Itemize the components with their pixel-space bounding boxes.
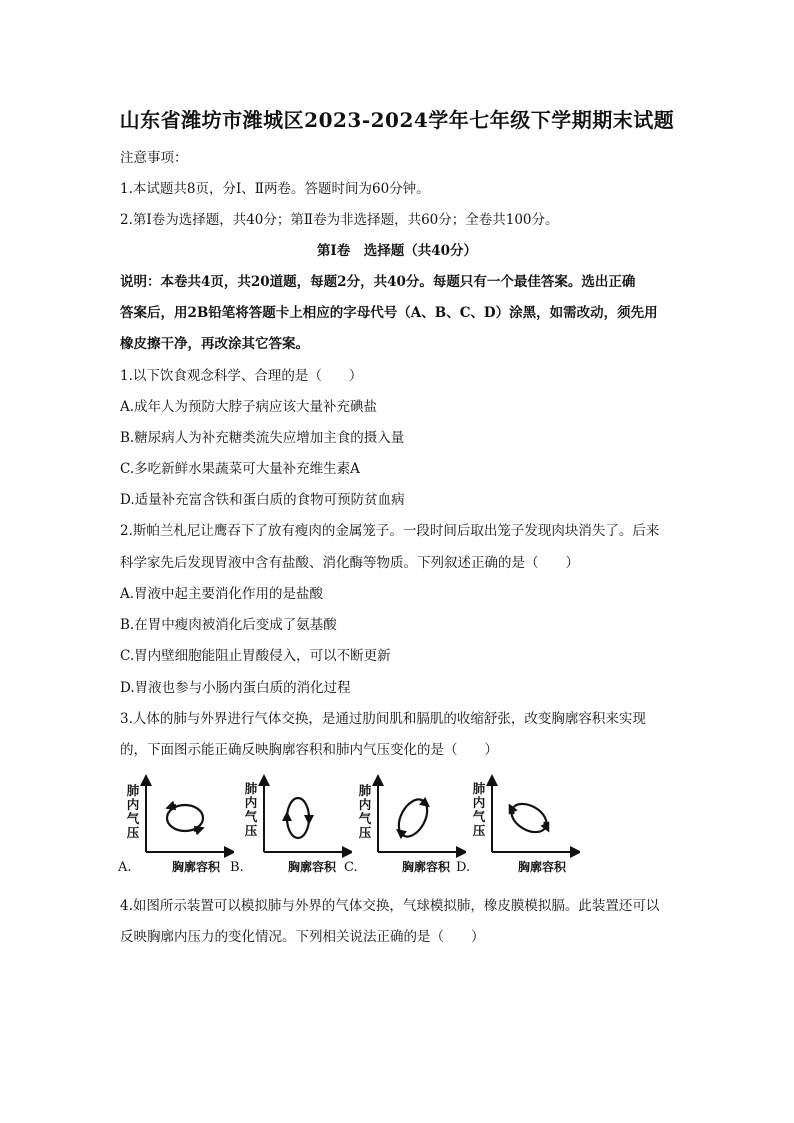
graph-c-xlabel: 胸廓容积 — [402, 860, 451, 874]
question-3-graphs — [118, 774, 578, 878]
question-2-option-c: C.胃内壁细胞能阻止胃酸侵入，可以不断更新 — [120, 648, 391, 664]
graph-d-loop — [507, 798, 552, 838]
graph-b-ylabel: 肺 内 气 压 — [244, 781, 258, 838]
graph-a-ylabel: 肺 内 气 压 — [126, 783, 140, 840]
notes-heading: 注意事项： — [120, 150, 188, 166]
question-3-stem-line-1: 3.人体的肺与外界进行气体交换，是通过肋间肌和膈肌的收缩舒张，改变胸廓容积来实现 — [120, 711, 646, 727]
graph-c-ylabel: 肺 内 气 压 — [358, 783, 372, 840]
question-2-stem-line-2: 科学家先后发现胃液中含有盐酸、消化酶等物质。下列叙述正确的是（ ） — [120, 555, 579, 571]
section-desc-line-2: 答案后，用2B铅笔将答题卡上相应的字母代号（A、B、C、D）涂黑，如需改动，须先用 — [120, 305, 658, 321]
question-1-option-d: D.适量补充富含铁和蛋白质的食物可预防贫血病 — [120, 492, 405, 508]
question-2-option-d: D.胃液也参与小肠内蛋白质的消化过程 — [120, 680, 351, 696]
graph-d-ylabel: 肺 内 气 压 — [472, 781, 486, 838]
question-1-stem: 1.以下饮食观念科学、合理的是（ ） — [120, 368, 363, 384]
question-1-option-b: B.糖尿病人为补充糖类流失应增加主食的摄入量 — [120, 430, 405, 446]
graph-c — [344, 774, 466, 878]
page-title: 山东省潍坊市潍城区2023-2024学年七年级下学期期末试题 — [119, 108, 675, 132]
section-title: 第Ⅰ卷 选择题（共40分） — [316, 243, 478, 259]
question-2-stem-line-1: 2.斯帕兰札尼让鹰吞下了放有瘦肉的金属笼子。一段时间后取出笼子发现肉块消失了。后来 — [120, 523, 660, 539]
question-1-option-a: A.成年人为预防大脖子病应该大量补充碘盐 — [120, 399, 378, 415]
question-3-stem-line-2: 的，下面图示能正确反映胸廓容积和肺内气压变化的是（ ） — [120, 742, 498, 758]
notes-item-1: 1.本试题共8页，分Ⅰ、Ⅱ两卷。答题时间为60分钟。 — [120, 181, 430, 197]
question-1-option-c: C.多吃新鲜水果蔬菜可大量补充维生素A — [120, 461, 360, 477]
graph-b-xlabel: 胸廓容积 — [288, 860, 337, 874]
section-desc-line-1: 说明：本卷共4页，共20道题，每题2分，共40分。每题只有一个最佳答案。选出正确 — [120, 274, 636, 290]
section-desc-line-3: 橡皮擦干净，再改涂其它答案。 — [120, 336, 309, 352]
graph-d — [456, 774, 580, 878]
graph-c-option-label: C. — [344, 860, 358, 875]
graph-a-option-label: A. — [118, 860, 132, 875]
question-4-stem-line-1: 4.如图所示装置可以模拟肺与外界的气体交换，气球模拟肺，橡皮膜模拟膈。此装置还可以 — [120, 898, 660, 914]
graph-a-loop — [167, 805, 203, 831]
question-2-option-a: A.胃液中起主要消化作用的是盐酸 — [120, 586, 324, 602]
graph-b-loop — [287, 798, 309, 838]
graph-c-loop — [393, 795, 433, 842]
graph-d-xlabel: 胸廓容积 — [518, 860, 567, 874]
question-4-stem-line-2: 反映胸廓内压力的变化情况。下列相关说法正确的是（ ） — [120, 929, 485, 945]
graph-a — [118, 774, 234, 878]
graph-a-xlabel: 胸廓容积 — [172, 860, 221, 874]
graph-b-option-label: B. — [230, 860, 244, 875]
graph-d-option-label: D. — [456, 860, 471, 875]
graph-b — [230, 774, 352, 878]
notes-item-2: 2.第Ⅰ卷为选择题，共40分；第Ⅱ卷为非选择题，共60分；全卷共100分。 — [120, 212, 559, 228]
question-2-option-b: B.在胃中瘦肉被消化后变成了氨基酸 — [120, 617, 337, 633]
